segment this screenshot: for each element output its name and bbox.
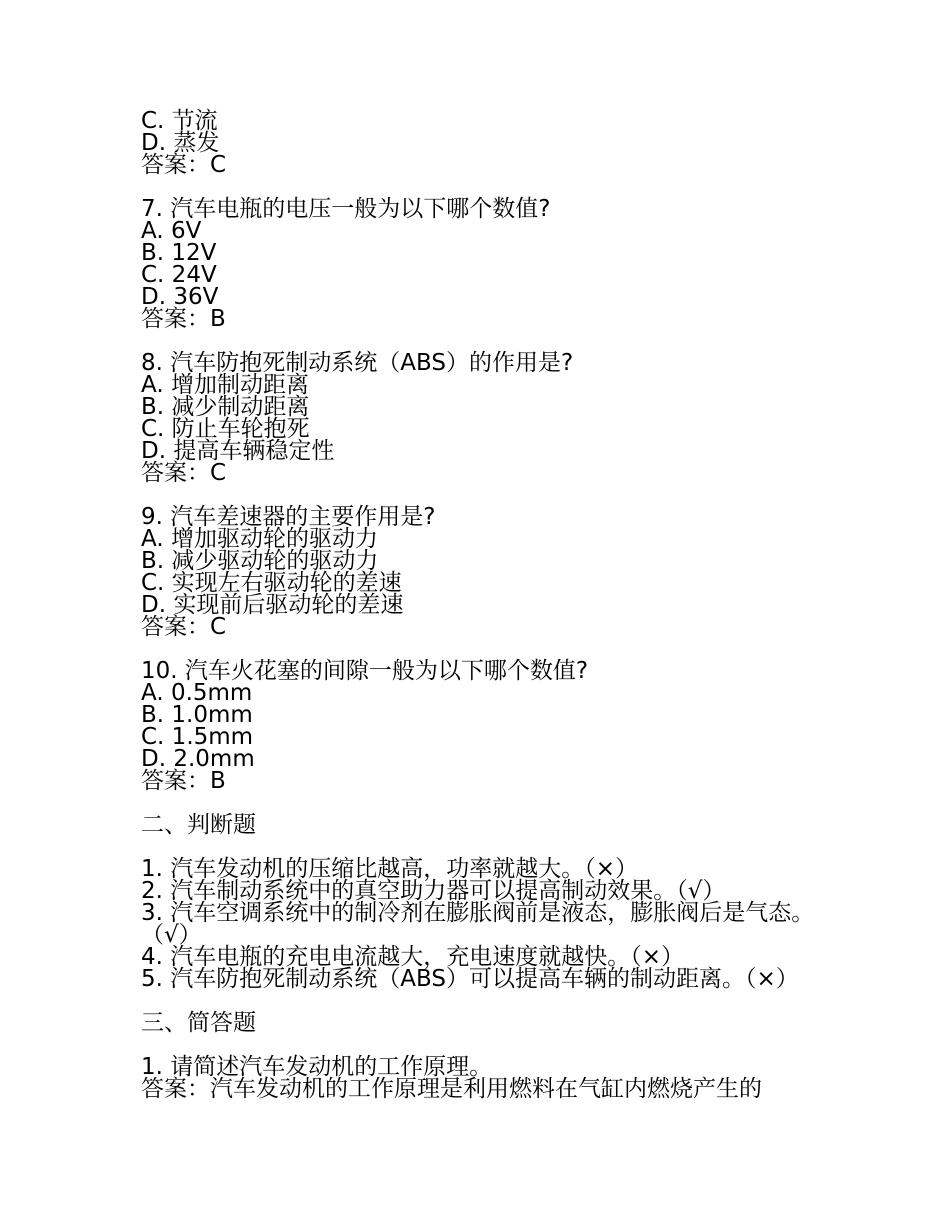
text-line: 答案：C	[141, 460, 227, 486]
blank-line	[141, 792, 821, 814]
text-line: C. 实现左右驱动轮的差速	[141, 570, 402, 596]
text-line: 9. 汽车差速器的主要作用是?	[141, 504, 436, 530]
text-line: 10. 汽车火花塞的间隙一般为以下哪个数值?	[141, 658, 589, 684]
text-line: 二、判断题	[141, 812, 256, 838]
text-line: 答案：B	[141, 768, 226, 794]
text-line: 1. 请简述汽车发动机的工作原理。	[141, 1054, 493, 1080]
text-line: C. 防止车轮抱死	[141, 416, 310, 442]
text-line: 1. 汽车发动机的压缩比越高，功率就越大。（×）	[141, 856, 639, 882]
text-line: A. 增加驱动轮的驱动力	[141, 526, 378, 552]
text-line: D. 实现前后驱动轮的差速	[141, 592, 404, 618]
blank-line	[141, 836, 821, 858]
text-line: 答案：C	[141, 614, 227, 640]
blank-line	[141, 638, 821, 660]
text-line: B. 12V	[141, 240, 217, 266]
blank-line	[141, 990, 821, 1012]
text-line: 7. 汽车电瓶的电压一般为以下哪个数值?	[141, 196, 551, 222]
text-line: 答案：C	[141, 152, 227, 178]
text-line: 4. 汽车电瓶的充电电流越大，充电速度就越快。（×）	[141, 944, 685, 970]
text-line: 8. 汽车防抱死制动系统（ABS）的作用是?	[141, 350, 574, 376]
text-line: A. 增加制动距离	[141, 372, 309, 398]
text-line: 5. 汽车防抱死制动系统（ABS）可以提高车辆的制动距离。（×）	[141, 966, 799, 992]
text-line: 三、简答题	[141, 1010, 256, 1036]
text-line: B. 减少制动距离	[141, 394, 310, 420]
text-line: 3. 汽车空调系统中的制冷剂在膨胀阀前是液态，膨胀阀后是气态。（√）	[141, 900, 815, 948]
text-line: 2. 汽车制动系统中的真空助力器可以提高制动效果。（√）	[141, 878, 726, 904]
text-line: D. 提高车辆稳定性	[141, 438, 335, 464]
blank-line	[141, 176, 821, 198]
blank-line	[141, 330, 821, 352]
text-line: B. 减少驱动轮的驱动力	[141, 548, 379, 574]
text-line: B. 1.0mm	[141, 702, 253, 728]
text-line: C. 节流	[141, 108, 218, 134]
text-line: 答案：汽车发动机的工作原理是利用燃料在气缸内燃烧产生的	[141, 1076, 762, 1102]
text-line: D. 36V	[141, 284, 219, 310]
text-line: D. 蒸发	[141, 130, 220, 156]
text-line: A. 6V	[141, 218, 202, 244]
document-page	[141, 110, 821, 1100]
text-line: 答案：B	[141, 306, 226, 332]
blank-line	[141, 1034, 821, 1056]
text-line: A. 0.5mm	[141, 680, 253, 706]
text-line: C. 1.5mm	[141, 724, 254, 750]
text-line: C. 24V	[141, 262, 217, 288]
text-line: D. 2.0mm	[141, 746, 255, 772]
blank-line	[141, 484, 821, 506]
